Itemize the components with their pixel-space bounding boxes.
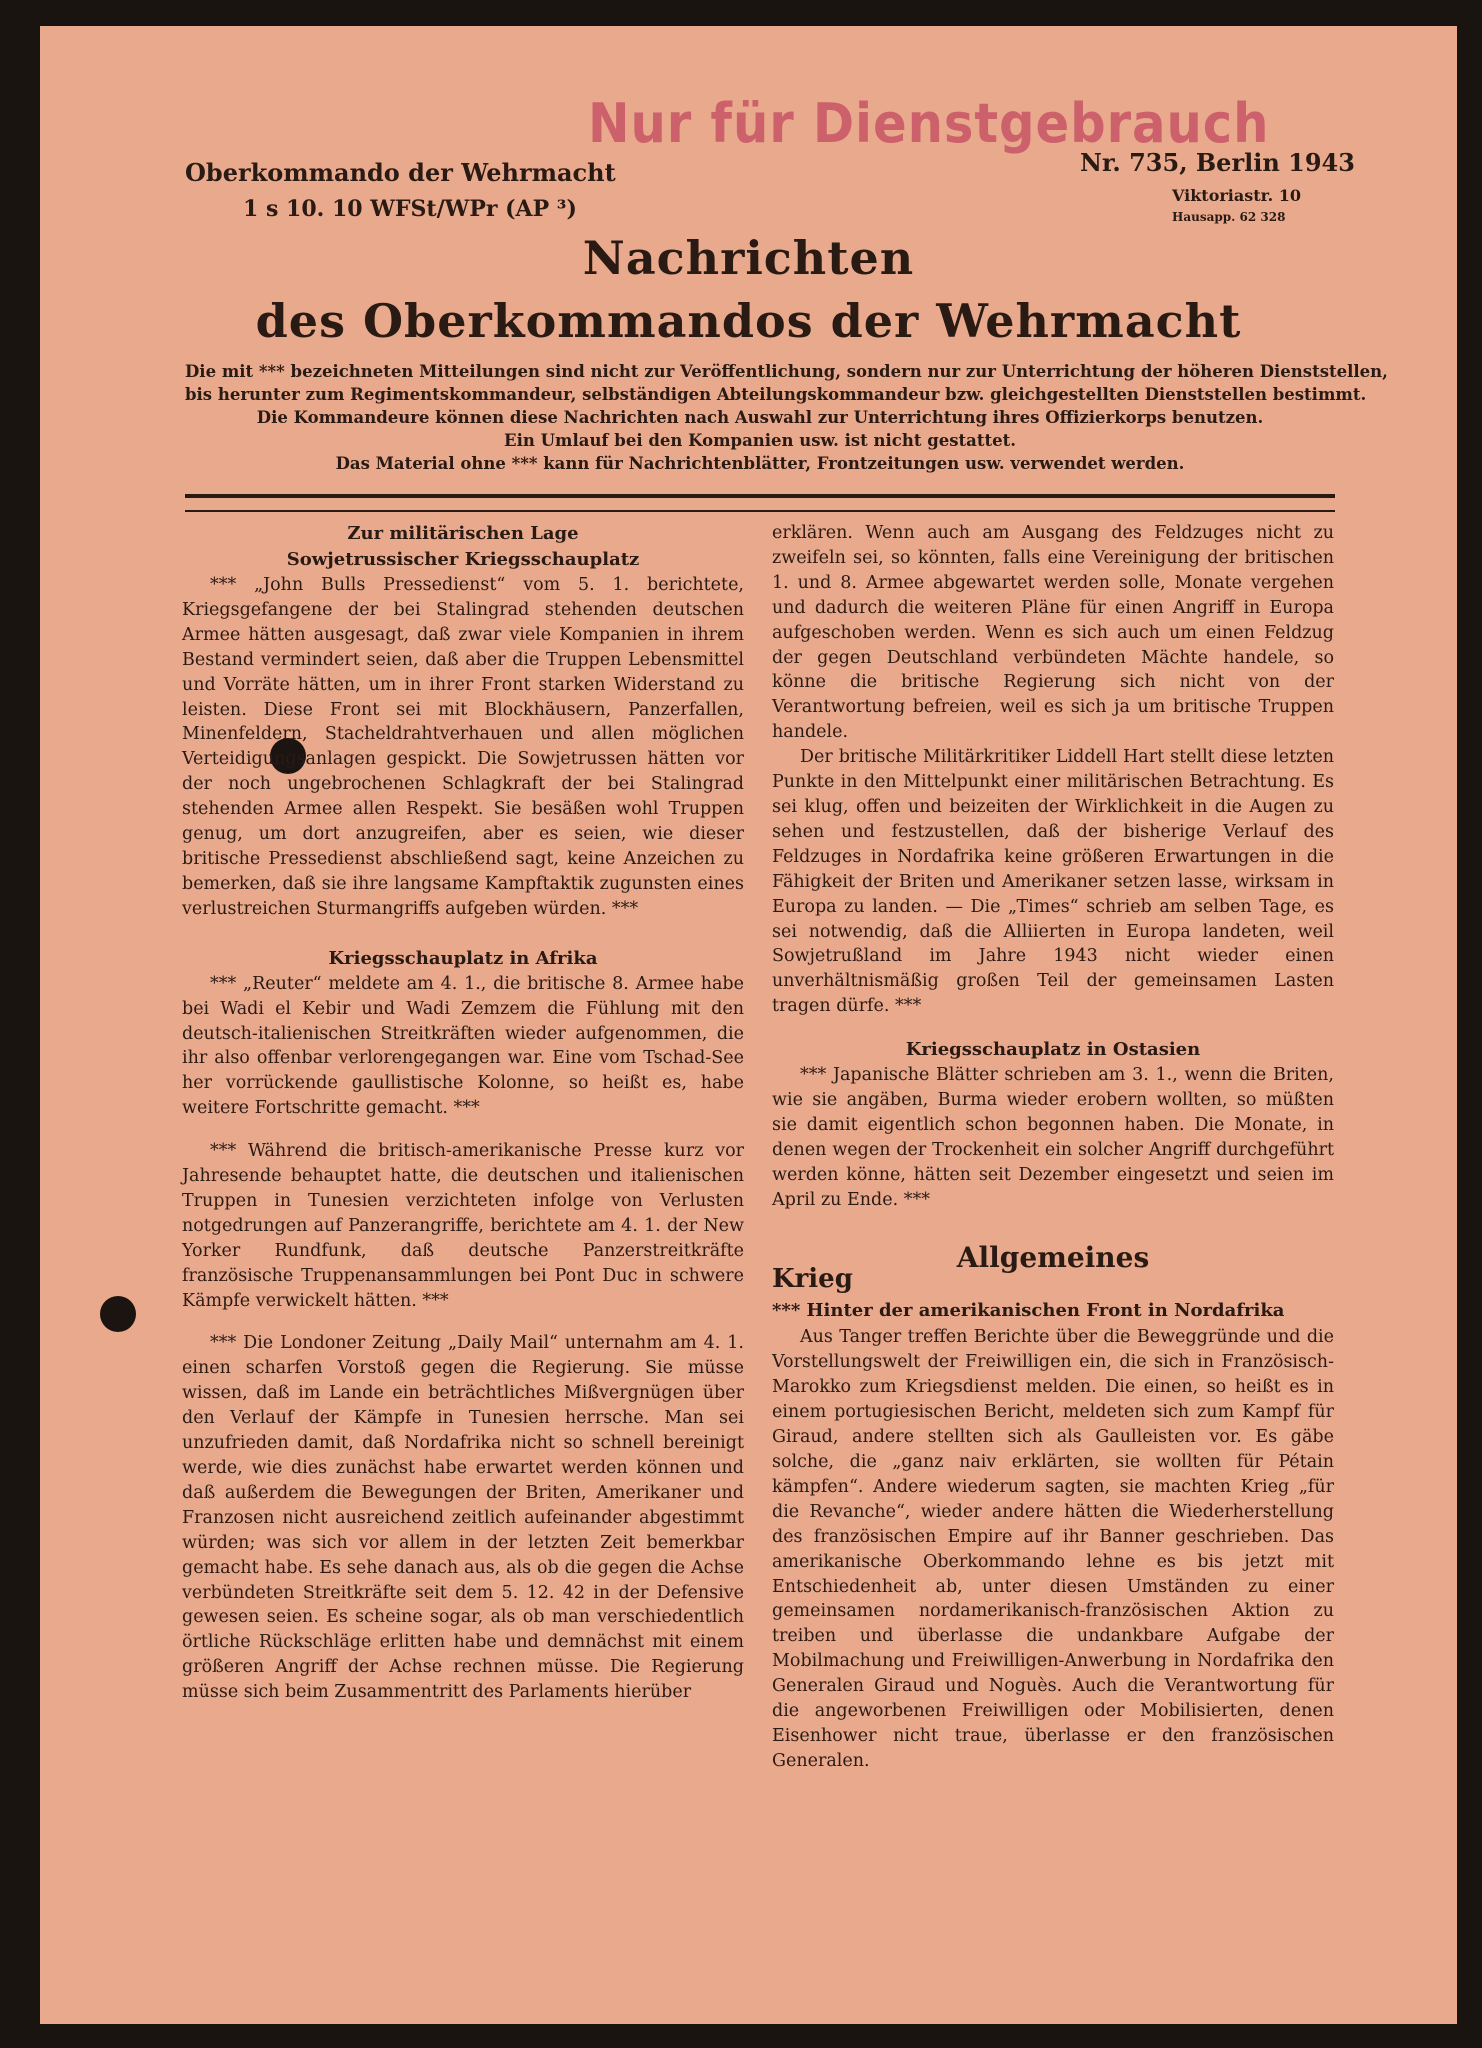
article-paragraph: Aus Tanger treffen Berichte über die Beweggründe und die Vorstellungswelt der Freiwilligen ein, die sich in Französisch-Marokko zum Kriegsdienst melden. Die einen, so heißt es in einem portugiesischen Bericht, meldeten sich zum Kampf für Giraud, andere stellten sich als Gaulleisten vor. Es gäbe solche, die „ganz naiv erklärten, sie wollten für Pétain kämpfen“. Andere wiederum sagten, sie machten Krieg „für die Revanche“, wieder andere hätten die Wiederherstellung des französischen Empire auf ihr Banner geschrieben. Das amerikanische Oberkommando lehne es bis jetzt mit Entschiedenheit ab, unter diesen Umständen zu einer gemeinsamen nordamerikanisch-französischen Aktion zu treiben und überlasse die undankbare Aufgabe der Mobilmachung und Freiwilligen-Anwerbung in Nordafrika den Generalen Giraud und Noguès. Auch die Verantwortung für die angeworbenen Freiwilligen oder Mobilisierten, denen Eisenhower nicht traue, überlasse er den französischen Generalen.: [772, 1327, 1334, 1771]
issue-number: Nr. 735, Berlin 1943: [1080, 148, 1355, 177]
section-heading-large: Allgemeines: [956, 1240, 1150, 1274]
article-paragraph: *** „Reuter“ meldete am 4. 1., die britische 8. Armee habe bei Wadi el Kebir und Wadi Zemzem die Fühlung mit den deutsch-italienischen Streitkräften wieder aufgenommen, die ihr also offenbar verlorengegangen war. Eine vom Tschad-See her vorrückende gaullistische Kolonne, so heißt es, habe weitere Fortschritte gemacht. ***: [182, 973, 744, 1119]
notice-line: Ein Umlauf bei den Kompanien usw. ist nicht gestattet.: [504, 431, 1016, 450]
section-subheading: Sowjetrussischer Kriegsschauplatz: [286, 549, 640, 570]
article-paragraph: *** Die Londoner Zeitung „Daily Mail“ unternahm am 4. 1. einen scharfen Vorstoß gegen die Regierung. Sie müsse wissen, daß im Lande ein beträchtliches Mißvergnügen über den Verlauf der Kämpfe in Tunesien herrsche. Man sei unzufrieden damit, daß Nordafrika nicht so schnell bereinigt werde, wie dies zunächst habe erwartet werden können und daß außerdem die Bewegungen der Briten, Amerikaner und Franzosen nicht ausreichend zeitlich aufeinander abgestimmt würden; was sich vor allem in der letzten Zeit bemerkbar gemacht habe. Es sehe danach aus, als ob die gegen die Achse verbündeten Streitkräfte seit dem 5. 12. 42 in der Defensive gewesen seien. Es scheine sogar, als ob man verschiedentlich örtliche Rückschläge erlitten habe und demnächst mit einem größeren Angriff der Achse rechnen müsse. Die Regierung müsse sich beim Zusammentritt des Parlaments hierüber: [182, 1333, 744, 1703]
reference-number: 1 s 10. 10 WFSt/WPr (AP ³): [243, 196, 577, 222]
phone: Hausapp. 62 328: [1172, 210, 1286, 224]
section-heading: Zur militärischen Lage: [347, 523, 579, 544]
section-heading: Kriegsschauplatz in Afrika: [328, 947, 598, 969]
notice-line: bis herunter zum Regimentskommandeur, selbständigen Abteilungskommandeur bzw. gleichgestellten Dienststellen bestimmt.: [185, 385, 1367, 404]
title-line-1: Nachrichten: [582, 231, 915, 285]
notice-line: Die mit *** bezeichneten Mitteilungen sind nicht zur Veröffentlichung, sondern nur zur Unterrichtung der höheren Dienststellen,: [185, 362, 1388, 381]
article-paragraph: *** „John Bulls Pressedienst“ vom 5. 1. berichtete, Kriegsgefangene der bei Stalingrad stehenden deutschen Armee hätten ausgesagt, daß zwar viele Kompanien in ihrem Bestand vermindert seien, daß aber die Truppen Lebensmittel und Vorräte hätten, um in ihrer Front starken Widerstand zu leisten. Diese Front sei mit Blockhäusern, Panzerfallen, Minenfeldern, Stacheldrahtverhauen und allen möglichen Verteidigungsanlagen gespickt. Die Sowjetrussen hätten vor der noch ungebrochenen Schlagkraft der bei Stalingrad stehenden Armee allen Respekt. Sie besäßen wohl Truppen genug, um dort anzugreifen, aber es seien, wie dieser britische Pressedienst abschließend sagt, keine Anzeichen zu bemerken, daß sie ihre langsame Kampftaktik zugunsten eines verlustreichen Sturmangriffs aufgeben würden. ***: [182, 575, 744, 919]
address: Viktoriastr. 10: [1172, 186, 1301, 205]
classification-stamp: Nur für Dienstgebrauch: [588, 92, 1270, 155]
section-heading: Kriegsschauplatz in Ostasien: [905, 1039, 1201, 1061]
left-column: [182, 521, 744, 1705]
punch-hole: [100, 1296, 136, 1332]
article-paragraph: Der britische Militärkritiker Liddell Hart stellt diese letzten Punkte in den Mittelpunkt einer militärischen Betrachtung. Es sei klug, offen und beizeiten der Wirklichkeit in die Augen zu sehen und festzustellen, daß der bisherige Verlauf des Feldzuges in Nordafrika keine größeren Erwartungen in die Fähigkeit der Briten und Amerikaner setzen lasse, wirksam in Europa zu landen. — Die „Times“ schrieb am selben Tage, es sei notwendig, daß die Alliierten in Europa landeten, weil Sowjetrußland im Jahre 1943 nicht wieder einen unverhältnismäßig großen Teil der gemeinsamen Lasten tragen dürfe. ***: [772, 747, 1334, 1017]
section-heading: Krieg: [772, 1263, 853, 1294]
distribution-notice: [185, 360, 1388, 475]
document-page: [40, 26, 1457, 2024]
article-paragraph: *** Während die britisch-amerikanische Presse kurz vor Jahresende behauptet hatte, die deutschen und italienischen Truppen in Tunesien verzichteten infolge von Verlusten notgedrungen auf Panzerangriffe, berichtete am 4. 1. der New Yorker Rundfunk, daß deutsche Panzerstreitkräfte französische Truppenansammlungen bei Pont Duc in schwere Kämpfe verwickelt hätten. ***: [182, 1141, 744, 1311]
header-rule: [185, 494, 1335, 512]
article-heading: *** Hinter der amerikanischen Front in Nordafrika: [772, 1299, 1285, 1321]
right-column: [772, 521, 1334, 1774]
article-paragraph: erklären. Wenn auch am Ausgang des Feldzuges nicht zu zweifeln sei, so könnten, falls eine Vereinigung der britischen 1. und 8. Armee abgewartet werden solle, Monate vergehen und dadurch die weiteren Pläne für einen Angriff in Europa aufgeschoben werden. Wenn es sich auch um einen Feldzug der gegen Deutschland verbündeten Mächte handele, so könne die britische Regierung sich nicht von der Verantwortung befreien, weil es sich ja um britische Truppen handele.: [772, 523, 1334, 743]
title-line-2: des Oberkommandos der Wehrmacht: [255, 294, 1242, 348]
article-paragraph: *** Japanische Blätter schrieben am 3. 1., wenn die Briten, wie sie angäben, Burma wieder erobern wollten, so müßten sie damit eigentlich schon begonnen haben. Die Monate, in denen wegen der Trockenheit ein solcher Angriff durchgeführt werden könne, hätten seit Dezember eingesetzt und seien im April zu Ende. ***: [772, 1065, 1334, 1210]
notice-line: Die Kommandeure können diese Nachrichten nach Auswahl zur Unterrichtung ihres Offizierkorps benutzen.: [256, 408, 1264, 427]
issuer: Oberkommando der Wehrmacht: [185, 158, 616, 187]
notice-line: Das Material ohne *** kann für Nachrichtenblätter, Frontzeitungen usw. verwendet werden.: [335, 454, 1185, 473]
